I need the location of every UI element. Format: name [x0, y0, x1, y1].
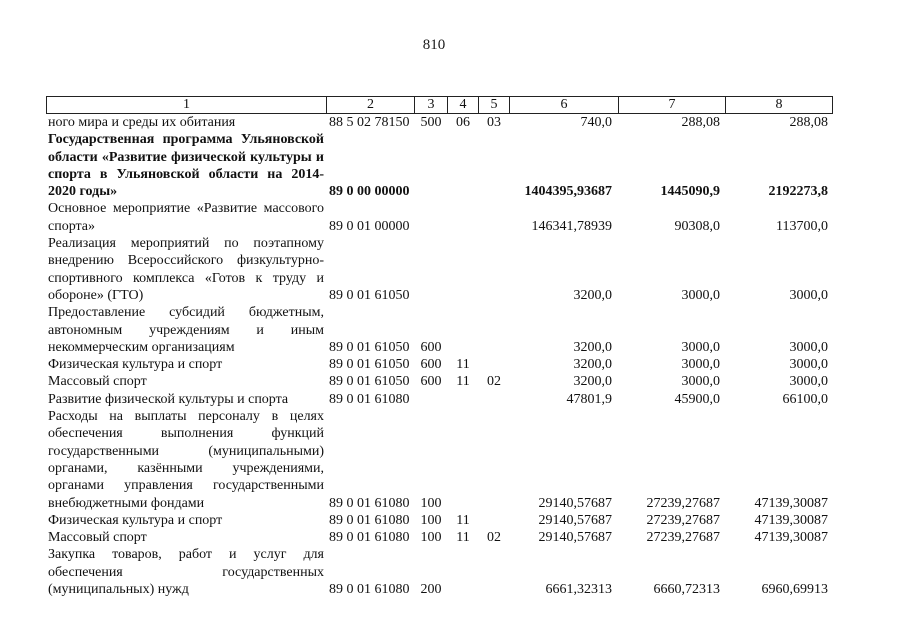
row-amount-col-6: 3200,0 — [573, 374, 612, 390]
table-row — [0, 356, 905, 373]
header-col-2: 2 — [326, 96, 415, 114]
row-name: Закупка товаров, работ и услуг для обеспечения государственных (муниципальных) нужд — [48, 547, 324, 598]
budget-table-body — [0, 114, 905, 598]
table-row — [0, 235, 905, 304]
row-section: 11 — [456, 374, 470, 390]
table-row — [0, 529, 905, 546]
row-section: 06 — [456, 115, 470, 130]
table-row — [0, 546, 905, 598]
row-expense-type: 500 — [420, 115, 442, 130]
row-subsection: 02 — [487, 530, 501, 546]
row-expense-type: 600 — [420, 357, 442, 373]
row-amount-col-7: 3000,0 — [681, 339, 720, 355]
row-amount-col-7: 27239,27687 — [646, 530, 720, 546]
table-row — [0, 408, 905, 512]
row-amount-col-8: 47139,30087 — [754, 512, 828, 528]
row-subsection: 02 — [487, 374, 501, 390]
row-amount-col-8: 3000,0 — [789, 357, 828, 373]
row-code: 89 0 01 61080 — [329, 512, 410, 528]
row-code: 89 0 01 61050 — [329, 287, 410, 303]
row-expense-type: 100 — [420, 495, 442, 511]
row-expense-type: 200 — [420, 582, 442, 598]
table-row — [0, 114, 905, 131]
row-amount-col-8: 288,08 — [789, 115, 828, 130]
table-row — [0, 200, 905, 235]
row-amount-col-7: 27239,27687 — [646, 495, 720, 511]
row-code: 89 0 01 00000 — [329, 218, 410, 234]
row-code: 88 5 02 78150 — [329, 115, 410, 130]
row-amount-col-6: 29140,57687 — [538, 512, 612, 528]
row-amount-col-6: 146341,78939 — [531, 218, 612, 234]
row-code: 89 0 01 61050 — [329, 374, 410, 390]
row-amount-col-6: 740,0 — [580, 115, 612, 130]
row-name: Физическая культура и спорт — [48, 357, 223, 373]
header-col-6: 6 — [509, 96, 619, 114]
row-amount-col-6: 29140,57687 — [538, 530, 612, 546]
row-name: Массовый спорт — [48, 374, 147, 390]
row-name: Предоставление субсидий бюджетным, автономным учреждениям и иным некоммерческим организациям — [48, 305, 324, 355]
row-section: 11 — [456, 530, 470, 546]
header-col-4: 4 — [447, 96, 479, 114]
header-col-8: 8 — [725, 96, 833, 114]
row-name: Государственная программа Ульяновской области «Развитие физической культуры и спорта в Ульяновской области на 2014-2020 годы» — [48, 132, 324, 200]
row-amount-col-8: 6960,69913 — [761, 582, 828, 598]
table-row — [0, 391, 905, 408]
row-name: Реализация мероприятий по поэтапному внедрению Всероссийского физкультурно-спортивного комплекса «Готов к труду и обороне» (ГТО) — [48, 236, 324, 303]
row-name: ного мира и среды их обитания — [48, 115, 236, 130]
row-code: 89 0 00 00000 — [329, 184, 410, 200]
table-row — [0, 304, 905, 356]
row-amount-col-7: 27239,27687 — [646, 512, 720, 528]
row-amount-col-7: 1445090,9 — [660, 184, 720, 200]
table-row — [0, 131, 905, 200]
header-col-7: 7 — [618, 96, 726, 114]
row-name: Физическая культура и спорт — [48, 512, 223, 528]
header-col-5: 5 — [478, 96, 510, 114]
row-name: Основное мероприятие «Развитие массового спорта» — [48, 201, 324, 234]
row-amount-col-7: 45900,0 — [674, 391, 720, 407]
row-code: 89 0 01 61080 — [329, 582, 410, 598]
row-amount-col-8: 3000,0 — [789, 339, 828, 355]
row-name: Расходы на выплаты персоналу в целях обеспечения выполнения функций государственными (муниципальными) органами, казёнными учреждениями, органами управления государственными внебюджетными фондами — [48, 409, 324, 511]
row-expense-type: 100 — [420, 512, 442, 528]
row-amount-col-8: 2192273,8 — [768, 184, 828, 200]
page-number: 810 — [422, 37, 446, 53]
row-amount-col-7: 6660,72313 — [653, 582, 720, 598]
row-amount-col-6: 3200,0 — [573, 357, 612, 373]
row-name: Массовый спорт — [48, 530, 147, 546]
row-code: 89 0 01 61080 — [329, 391, 410, 407]
row-amount-col-6: 1404395,93687 — [524, 184, 612, 200]
row-amount-col-6: 3200,0 — [573, 287, 612, 303]
row-amount-col-6: 3200,0 — [573, 339, 612, 355]
row-amount-col-7: 3000,0 — [681, 374, 720, 390]
row-amount-col-8: 113700,0 — [776, 218, 828, 234]
row-amount-col-8: 66100,0 — [782, 391, 828, 407]
row-code: 89 0 01 61080 — [329, 530, 410, 546]
row-expense-type: 100 — [420, 530, 442, 546]
header-col-3: 3 — [414, 96, 448, 114]
row-amount-col-8: 3000,0 — [789, 374, 828, 390]
row-amount-col-6: 47801,9 — [566, 391, 612, 407]
row-expense-type: 600 — [420, 374, 442, 390]
header-col-1: 1 — [46, 96, 327, 114]
row-code: 89 0 01 61080 — [329, 495, 410, 511]
row-amount-col-8: 47139,30087 — [754, 495, 828, 511]
table-row — [0, 373, 905, 390]
row-code: 89 0 01 61050 — [329, 339, 410, 355]
row-amount-col-7: 3000,0 — [681, 287, 720, 303]
row-section: 11 — [456, 357, 470, 373]
row-amount-col-7: 3000,0 — [681, 357, 720, 373]
row-amount-col-6: 6661,32313 — [545, 582, 612, 598]
row-code: 89 0 01 61050 — [329, 357, 410, 373]
row-amount-col-6: 29140,57687 — [538, 495, 612, 511]
row-amount-col-7: 288,08 — [681, 115, 720, 130]
row-amount-col-8: 47139,30087 — [754, 530, 828, 546]
row-amount-col-8: 3000,0 — [789, 287, 828, 303]
row-subsection: 03 — [487, 115, 501, 130]
row-amount-col-7: 90308,0 — [674, 218, 720, 234]
row-name: Развитие физической культуры и спорта — [48, 391, 289, 407]
table-row — [0, 512, 905, 529]
row-section: 11 — [456, 512, 470, 528]
row-expense-type: 600 — [420, 339, 442, 355]
